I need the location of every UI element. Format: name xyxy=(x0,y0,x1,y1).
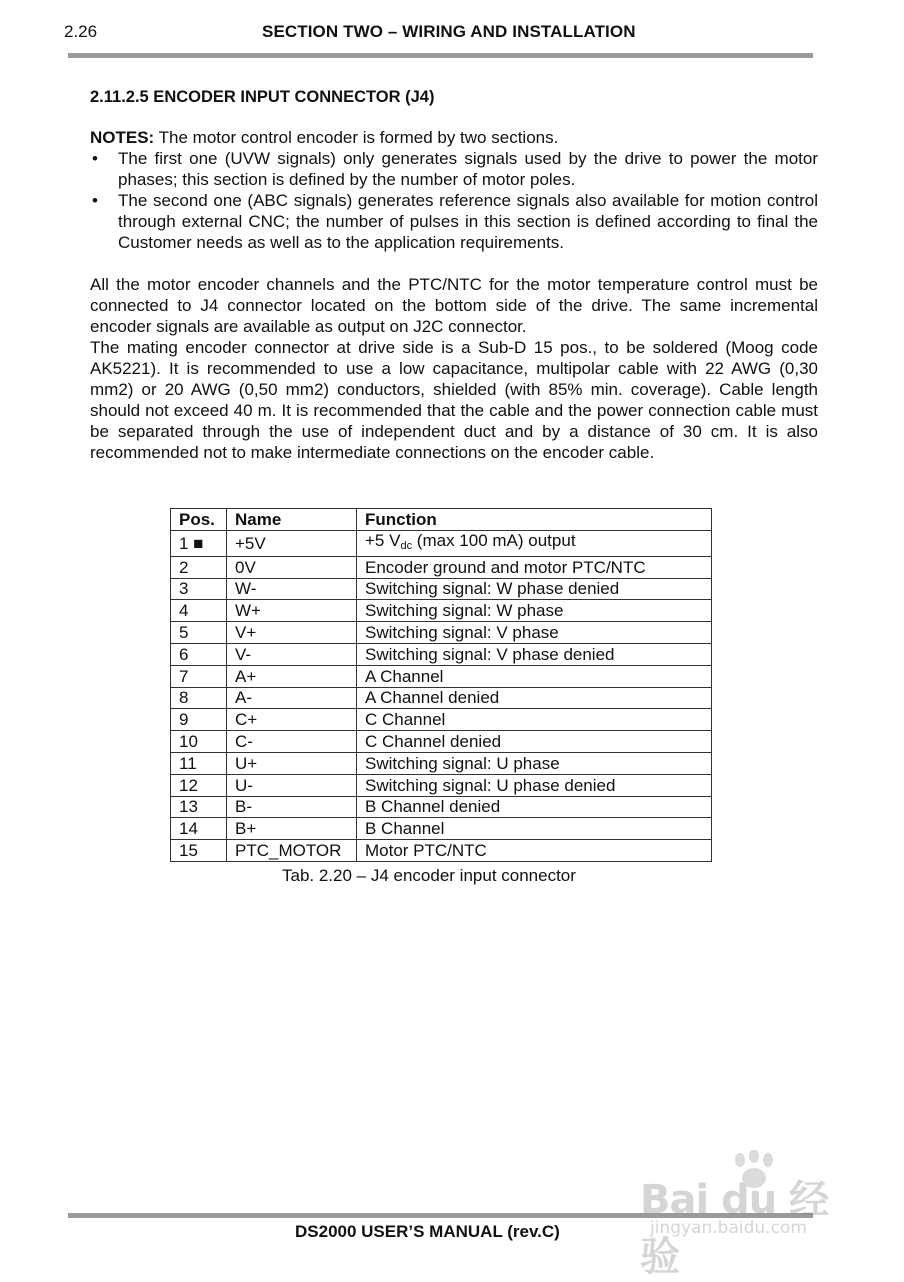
function-cell: Motor PTC/NTC xyxy=(357,840,712,862)
watermark xyxy=(640,1150,860,1280)
table-row xyxy=(171,622,712,644)
pos-cell: 10 xyxy=(171,731,227,753)
pos-cell: 5 xyxy=(171,622,227,644)
function-cell: Switching signal: V phase xyxy=(357,622,712,644)
notes-label: NOTES: xyxy=(90,128,155,147)
function-cell: Switching signal: U phase xyxy=(357,752,712,774)
table-row xyxy=(171,578,712,600)
pos-cell: 4 xyxy=(171,600,227,622)
function-cell: Switching signal: W phase xyxy=(357,600,712,622)
table-caption-text: Tab. 2.20 – J4 encoder input connector xyxy=(282,866,576,885)
page-number: 2.26 xyxy=(64,22,98,41)
pos-cell: 13 xyxy=(171,796,227,818)
pos-cell: 7 xyxy=(171,665,227,687)
section-title: SECTION TWO – WIRING AND INSTALLATION xyxy=(262,22,636,41)
table-row xyxy=(171,796,712,818)
function-cell: A Channel xyxy=(357,665,712,687)
table-row xyxy=(171,600,712,622)
section-heading: 2.11.2.5 ENCODER INPUT CONNECTOR (J4) xyxy=(90,88,435,106)
name-cell: A+ xyxy=(227,665,357,687)
function-text: +5 V xyxy=(365,530,401,550)
name-cell: C+ xyxy=(227,709,357,731)
function-cell: Switching signal: V phase denied xyxy=(357,643,712,665)
pos-cell: 12 xyxy=(171,774,227,796)
table-row xyxy=(171,774,712,796)
pos-cell: 9 xyxy=(171,709,227,731)
name-cell: B+ xyxy=(227,818,357,840)
column-header: Pos. xyxy=(171,509,227,531)
function-text: (max 100 mA) output xyxy=(412,530,576,550)
notes-list xyxy=(90,148,818,253)
notes-intro-text: The motor control encoder is formed by two sections. xyxy=(154,128,559,147)
bullet-icon: • xyxy=(92,191,98,210)
table-row xyxy=(171,665,712,687)
watermark-logo: Bai du 经验 xyxy=(640,1177,829,1280)
table-row xyxy=(171,530,712,556)
paragraph: The mating encoder connector at drive side is a Sub-D 15 pos., to be soldered (Moog code AK5221). It is recommended to use a low capacitance, multipolar cable with 22 AWG (0,30 mm2) or 20 AWG (0,50 mm2) conductors, shielded (with 85% min. coverage). Cable length should not exceed 40 m. It is recommended that the cable and the power connection cable must be separated through the use of independent duct and by a distance of 30 cm. It is also recommended not to make intermediate connections on the encoder cable. xyxy=(90,338,818,462)
name-cell: +5V xyxy=(227,530,357,556)
pos-cell: 6 xyxy=(171,643,227,665)
name-cell: W+ xyxy=(227,600,357,622)
function-cell: C Channel xyxy=(357,709,712,731)
bullet-icon: • xyxy=(92,149,98,168)
pos-cell: 14 xyxy=(171,818,227,840)
notes-intro xyxy=(90,127,818,148)
name-cell: 0V xyxy=(227,556,357,578)
pos-cell: 2 xyxy=(171,556,227,578)
function-cell: B Channel denied xyxy=(357,796,712,818)
name-cell: U+ xyxy=(227,752,357,774)
table-row xyxy=(171,818,712,840)
footer-title: DS2000 USER’S MANUAL (rev.C) xyxy=(295,1222,560,1241)
pos-cell: 11 xyxy=(171,752,227,774)
pos-cell: 3 xyxy=(171,578,227,600)
function-cell: C Channel denied xyxy=(357,731,712,753)
function-cell xyxy=(357,530,712,556)
watermark-url: jingyan.baidu.com xyxy=(650,1218,807,1238)
function-subscript: dc xyxy=(400,539,413,552)
table-row xyxy=(171,643,712,665)
function-cell: Switching signal: W phase denied xyxy=(357,578,712,600)
body-content xyxy=(90,127,818,463)
name-cell: V+ xyxy=(227,622,357,644)
pinout-table xyxy=(170,508,712,862)
paragraph: All the motor encoder channels and the PTC/NTC for the motor temperature control must be connected to J4 connector located on the bottom side of the drive. The same incremental encoder signals are available as output on J2C connector. xyxy=(90,275,818,336)
function-cell: Switching signal: U phase denied xyxy=(357,774,712,796)
top-divider xyxy=(68,53,813,58)
table-row xyxy=(171,840,712,862)
function-cell: B Channel xyxy=(357,818,712,840)
table-row xyxy=(171,731,712,753)
column-header: Function xyxy=(357,509,712,531)
name-cell: A- xyxy=(227,687,357,709)
name-cell: W- xyxy=(227,578,357,600)
name-cell: U- xyxy=(227,774,357,796)
function-cell: Encoder ground and motor PTC/NTC xyxy=(357,556,712,578)
table-row xyxy=(171,556,712,578)
table-row xyxy=(171,752,712,774)
table-header-row xyxy=(171,509,712,531)
list-item xyxy=(90,148,818,190)
name-cell: PTC_MOTOR xyxy=(227,840,357,862)
note-text: The first one (UVW signals) only generates signals used by the drive to power the motor phases; this section is defined by the number of motor poles. xyxy=(118,149,818,189)
pos-cell: 1 ■ xyxy=(171,530,227,556)
function-cell: A Channel denied xyxy=(357,687,712,709)
spacer xyxy=(90,253,818,274)
name-cell: V- xyxy=(227,643,357,665)
note-text: The second one (ABC signals) generates reference signals also available for motion control through external CNC; the number of pulses in this section is defined according to final the Customer needs as well as to the application requirements. xyxy=(118,191,818,252)
column-header: Name xyxy=(227,509,357,531)
list-item xyxy=(90,190,818,253)
name-cell: C- xyxy=(227,731,357,753)
table-row xyxy=(171,687,712,709)
table-row xyxy=(171,709,712,731)
name-cell: B- xyxy=(227,796,357,818)
pos-cell: 15 xyxy=(171,840,227,862)
pos-cell: 8 xyxy=(171,687,227,709)
